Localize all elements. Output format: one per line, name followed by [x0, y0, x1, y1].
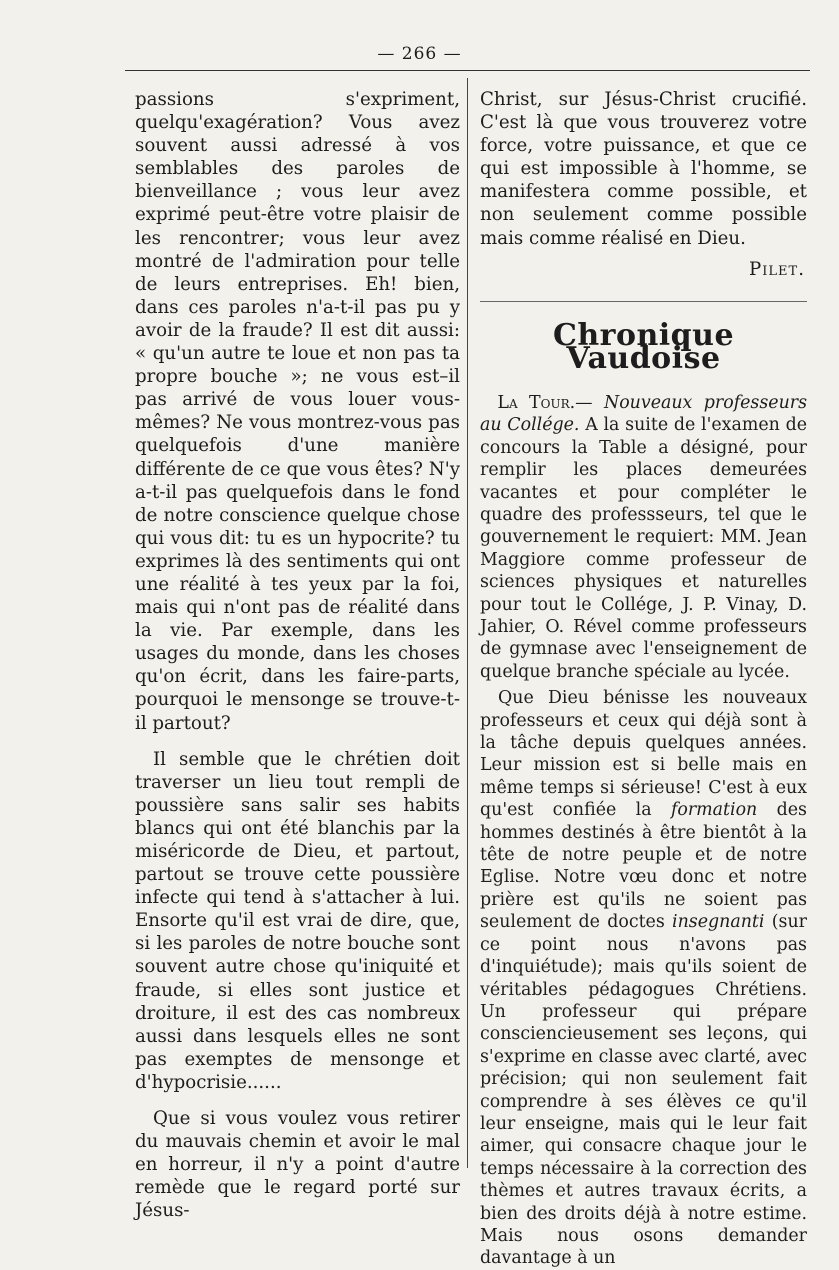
column-divider	[467, 78, 468, 1168]
left-paragraph-3: Que si vous voulez vous retirer du mauvais chemin et avoir le mal en horreur, il n'y a point d'autre remède que le regard porté sur Jésus-	[135, 1108, 460, 1222]
page-number: — 266 —	[377, 44, 462, 64]
author-signature: Pilet.	[749, 258, 805, 280]
news-paragraph-2	[480, 687, 807, 1270]
right-paragraph-1: Christ, sur Jésus-Christ crucifié. C'est là que vous trouverez votre force, votre puissance, et que ce qui est impossible à l'homme, se manifestera comme possible, et non seulement comme possible mais comme réalisé en Dieu.	[480, 89, 807, 249]
news-dash: —	[575, 392, 593, 413]
news-headline: Nouveaux professeurs au Collége.	[480, 392, 808, 436]
left-column	[135, 88, 460, 1236]
news-p2-insegnanti: insegnanti	[672, 912, 765, 933]
news-p2-formation: formation	[670, 800, 758, 821]
header-rule	[125, 70, 810, 71]
right-column	[480, 88, 807, 1270]
left-paragraph-1: passions s'expriment, quelqu'exagération? Vous avez souvent aussi adressé à vos semblables des paroles de bienveillance ; vous leur avez exprimé peut-être votre plaisir de les rencontrer; vous leur avez montré de l'admiration pour telle de leurs entreprises. Eh! bien, dans ces paroles n'a-t-il pas pu y avoir de la fraude? Il est dit aussi: « qu'un autre te loue et non pas ta propre bouche »; ne vous est–il pas arrivé de vous louer vous-mêmes? Ne vous montrez-vous pas quelquefois d'une manière différente de ce que vous êtes? N'y a-t-il pas quelquefois dans le fond de notre conscience quelque chose qui vous dit: tu es un hypocrite? tu exprimes là des sentiments qui ont une réalité à tes yeux par la foi, mais qui n'ont pas de réalité dans la vie. Par exemple, dans les usages du monde, dans les choses qu'on écrit, dans les faire-parts, pourquoi le mensonge se trouve-t-il partout?	[135, 89, 460, 734]
section-title: Chronique Vaudoise	[552, 317, 735, 376]
news-p2-part-c: (sur ce point nous n'avons pas d'inquiétude); mais qu'ils soient de véritables pédagogues Chrétiens. Un professeur qui prépare consciencieusement ses leçons, qui s'exprime en classe avec clarté, avec précision; qui non seulement fait comprendre à ses élèves ce qu'il leur enseigne, mais qui le leur fait aimer, qui consacre chaque jour le temps nécessaire à la correction des thèmes et autres travaux écrits, a bien des droits déjà à notre estime. Mais nous osons demander davantage à un	[480, 912, 807, 1269]
left-paragraph-2: Il semble que le chrétien doit traverser un lieu tout rempli de poussière sans salir ses habits blancs qui ont été blanchis par la miséricorde de Dieu, et partout, partout se trouve cette poussière infecte qui tend à s'attacher à lui. Ensorte qu'il est vrai de dire, que, si les paroles de notre bouche sont souvent autre chose qu'iniquité et fraude, si elles sont justice et droiture, il est des cas nombreux aussi dans lesquels elles ne sont pas exemptes de mensonge et d'hypocrisie......	[135, 748, 460, 1093]
news-place: La Tour.	[497, 392, 576, 413]
news-p2-part-a: Que Dieu bénisse les nouveaux professeurs et ceux qui déjà sont à la tâche depuis quelques années. Leur mission est si belle mais en même temps si sérieuse! C'est à eux qu'est confiée la	[480, 688, 807, 821]
news-item	[480, 392, 807, 1270]
news-paragraph-1	[480, 392, 807, 683]
news-p2-part-b: des hommes destinés à être bientôt à la tête de notre peuple et de notre Eglise. Notre vœu donc et notre prière est qu'ils ne soient pas seulement de doctes	[480, 800, 807, 933]
section-rule	[480, 301, 807, 302]
news-body: A la suite de l'examen de concours la Table a désigné, pour remplir les places demeurées vacantes et pour compléter le quadre des professseurs, tel que le gouvernement le requiert: MM. Jean Maggiore comme professeur de sciences physiques et naturelles pour tout le Collége, J. P. Vinay, D. Jahier, O. Rével comme professeurs de gymnase avec l'enseignement de quelque branche spéciale au lycée.	[480, 415, 807, 682]
